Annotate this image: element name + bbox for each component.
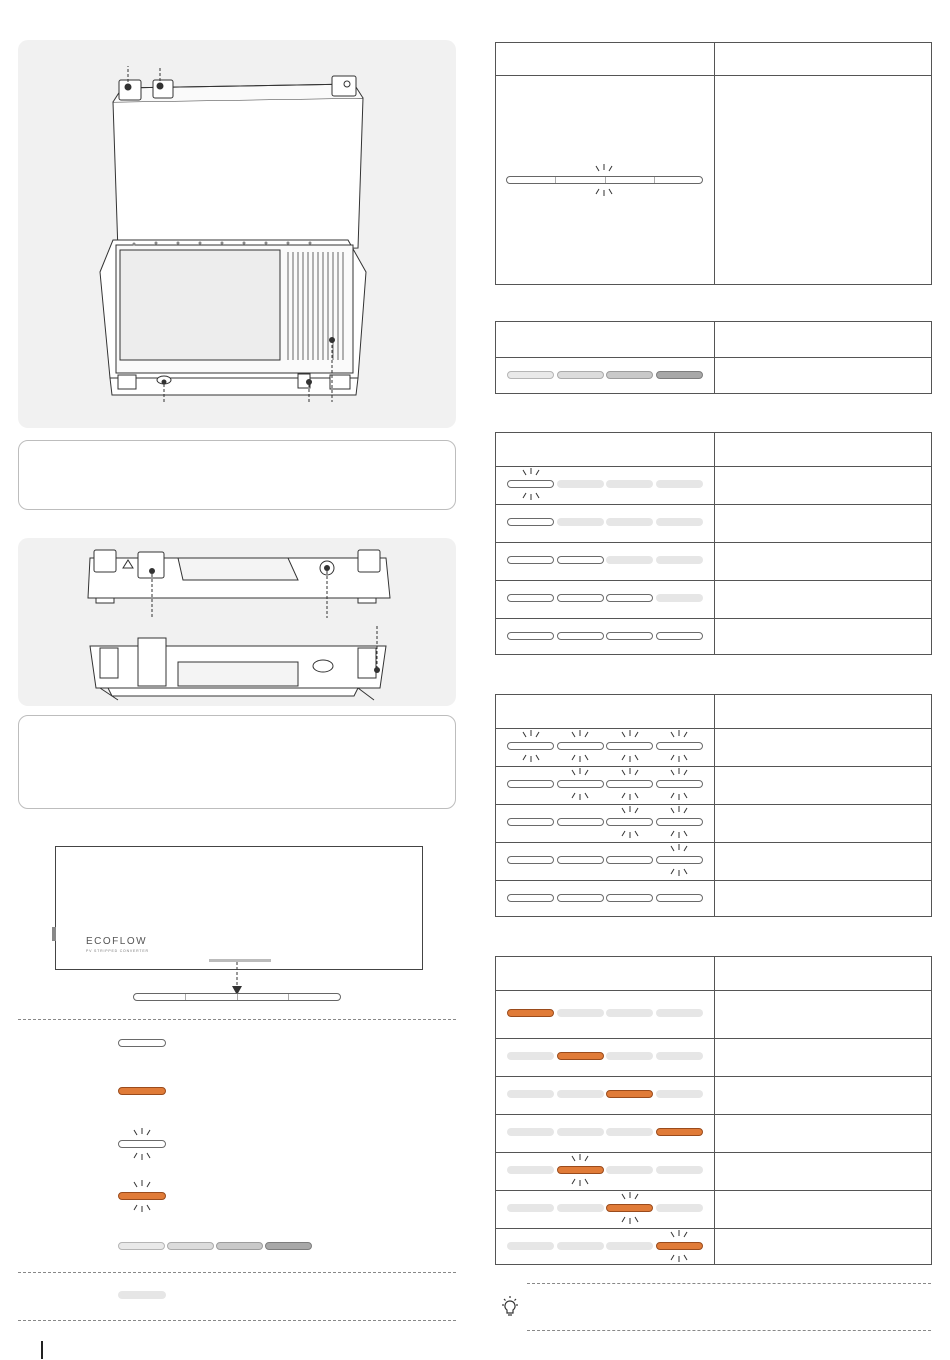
- led-segment-off: [507, 1242, 554, 1250]
- led-segment-orange-blink: [118, 1192, 166, 1200]
- led-segment-orange: [606, 1090, 653, 1098]
- led-segment-on: [507, 594, 554, 602]
- led-segment-g3: [606, 371, 653, 379]
- led-segment-off: [557, 1128, 604, 1136]
- model-label: PV STRIPPED CONVERTER: [86, 949, 149, 953]
- legend-off-segment: [118, 1291, 166, 1299]
- led-segment-on: [606, 594, 653, 602]
- led-segment-off: [507, 1128, 554, 1136]
- led-segment-off: [656, 594, 703, 602]
- table-errors: [495, 956, 932, 1265]
- led-segment-off: [606, 556, 653, 564]
- led-segment-off: [557, 480, 604, 488]
- led-segment-off: [606, 518, 653, 526]
- led-segment-orange-blink: [557, 1166, 604, 1174]
- led-segment-on: [118, 1039, 166, 1047]
- led-segment-off: [606, 1166, 653, 1174]
- lightbulb-icon: [498, 1295, 522, 1321]
- led-segment-blink: [557, 742, 604, 750]
- led-segment-off: [656, 1204, 703, 1212]
- table-discharging: [495, 694, 932, 917]
- led-segment-orange-blink: [656, 1242, 703, 1250]
- led-segment-off: [656, 1090, 703, 1098]
- led-segment-off: [656, 1052, 703, 1060]
- ecoflow-logo: ECOFLOW: [86, 936, 148, 947]
- led-segment-on: [656, 632, 703, 640]
- legend-rule-top: [18, 1019, 456, 1020]
- led-segment-on: [557, 632, 604, 640]
- led-segment-on: [656, 894, 703, 902]
- led-segment-off: [606, 1128, 653, 1136]
- led-segment-off: [557, 518, 604, 526]
- led-segment-off: [656, 1166, 703, 1174]
- led-segment-on: [606, 632, 653, 640]
- led-segment-off: [606, 1052, 653, 1060]
- led-segment-off: [606, 1242, 653, 1250]
- led-segment-off: [507, 1204, 554, 1212]
- led-segment-off: [656, 480, 703, 488]
- led-segment-off: [507, 1166, 554, 1174]
- led-segment-blink: [557, 780, 604, 788]
- led-segment-on: [557, 594, 604, 602]
- led-strip-full: [133, 993, 341, 1001]
- led-segment-g1: [507, 371, 554, 379]
- led-segment-off: [557, 1242, 604, 1250]
- legend-breathing-g4: [265, 1242, 312, 1250]
- note-box-1: [18, 440, 456, 510]
- led-segment-on: [507, 856, 554, 864]
- note-box-2: [18, 715, 456, 809]
- led-segment-g2: [557, 371, 604, 379]
- led-segment-blink: [507, 742, 554, 750]
- table-breathing: [495, 321, 932, 394]
- led-segment-on: [507, 780, 554, 788]
- led-segment-blink: [606, 742, 653, 750]
- led-segment-off: [606, 480, 653, 488]
- led-segment-blink: [606, 818, 653, 826]
- led-segment-on: [507, 894, 554, 902]
- front-panel-illustration: [55, 846, 423, 970]
- led-segment-on: [557, 556, 604, 564]
- battery-side-illustration: [18, 538, 456, 706]
- led-segment-on: [507, 556, 554, 564]
- led-segment-on: [557, 856, 604, 864]
- led-segment-blink: [606, 780, 653, 788]
- led-segment-blink: [656, 780, 703, 788]
- led-strip-power-on: [506, 176, 703, 184]
- table-charging: [495, 432, 932, 655]
- led-segment-blink: [656, 742, 703, 750]
- led-segment-off: [557, 1090, 604, 1098]
- led-segment-off: [507, 1052, 554, 1060]
- led-segment-g4: [656, 371, 703, 379]
- led-segment-orange: [507, 1009, 554, 1017]
- legend-rule-bottom: [18, 1320, 456, 1321]
- battery-open-illustration: [18, 40, 456, 428]
- led-segment-orange: [557, 1052, 604, 1060]
- led-segment-off: [557, 1009, 604, 1017]
- battery-diagram-panel: [18, 40, 456, 428]
- led-segment-blink: [118, 1140, 166, 1148]
- led-segment-blink: [507, 480, 554, 488]
- led-segment-orange: [656, 1128, 703, 1136]
- battery-side-view-panel: [18, 538, 456, 706]
- led-segment-off: [557, 1204, 604, 1212]
- led-segment-on: [557, 818, 604, 826]
- led-segment-on: [507, 518, 554, 526]
- tip-rule-top: [527, 1283, 931, 1284]
- led-segment-on: [507, 632, 554, 640]
- led-segment-on: [606, 894, 653, 902]
- tip-rule-bottom: [527, 1330, 931, 1331]
- led-segment-orange-blink: [606, 1204, 653, 1212]
- led-segment-off: [606, 1009, 653, 1017]
- led-segment-off: [656, 556, 703, 564]
- led-segment-off: [656, 1009, 703, 1017]
- led-segment-on: [557, 894, 604, 902]
- page-margin-bar: [41, 1341, 43, 1359]
- led-segment-orange: [118, 1087, 166, 1095]
- led-segment-on: [507, 818, 554, 826]
- legend-breathing-g1: [118, 1242, 165, 1250]
- led-segment-off: [656, 518, 703, 526]
- led-segment-blink: [656, 818, 703, 826]
- legend-breathing-g3: [216, 1242, 263, 1250]
- legend-breathing-g2: [167, 1242, 214, 1250]
- table-power-on: [495, 42, 932, 285]
- legend-rule-mid: [18, 1272, 456, 1273]
- led-segment-blink: [656, 856, 703, 864]
- led-segment-off: [507, 1090, 554, 1098]
- led-segment-on: [606, 856, 653, 864]
